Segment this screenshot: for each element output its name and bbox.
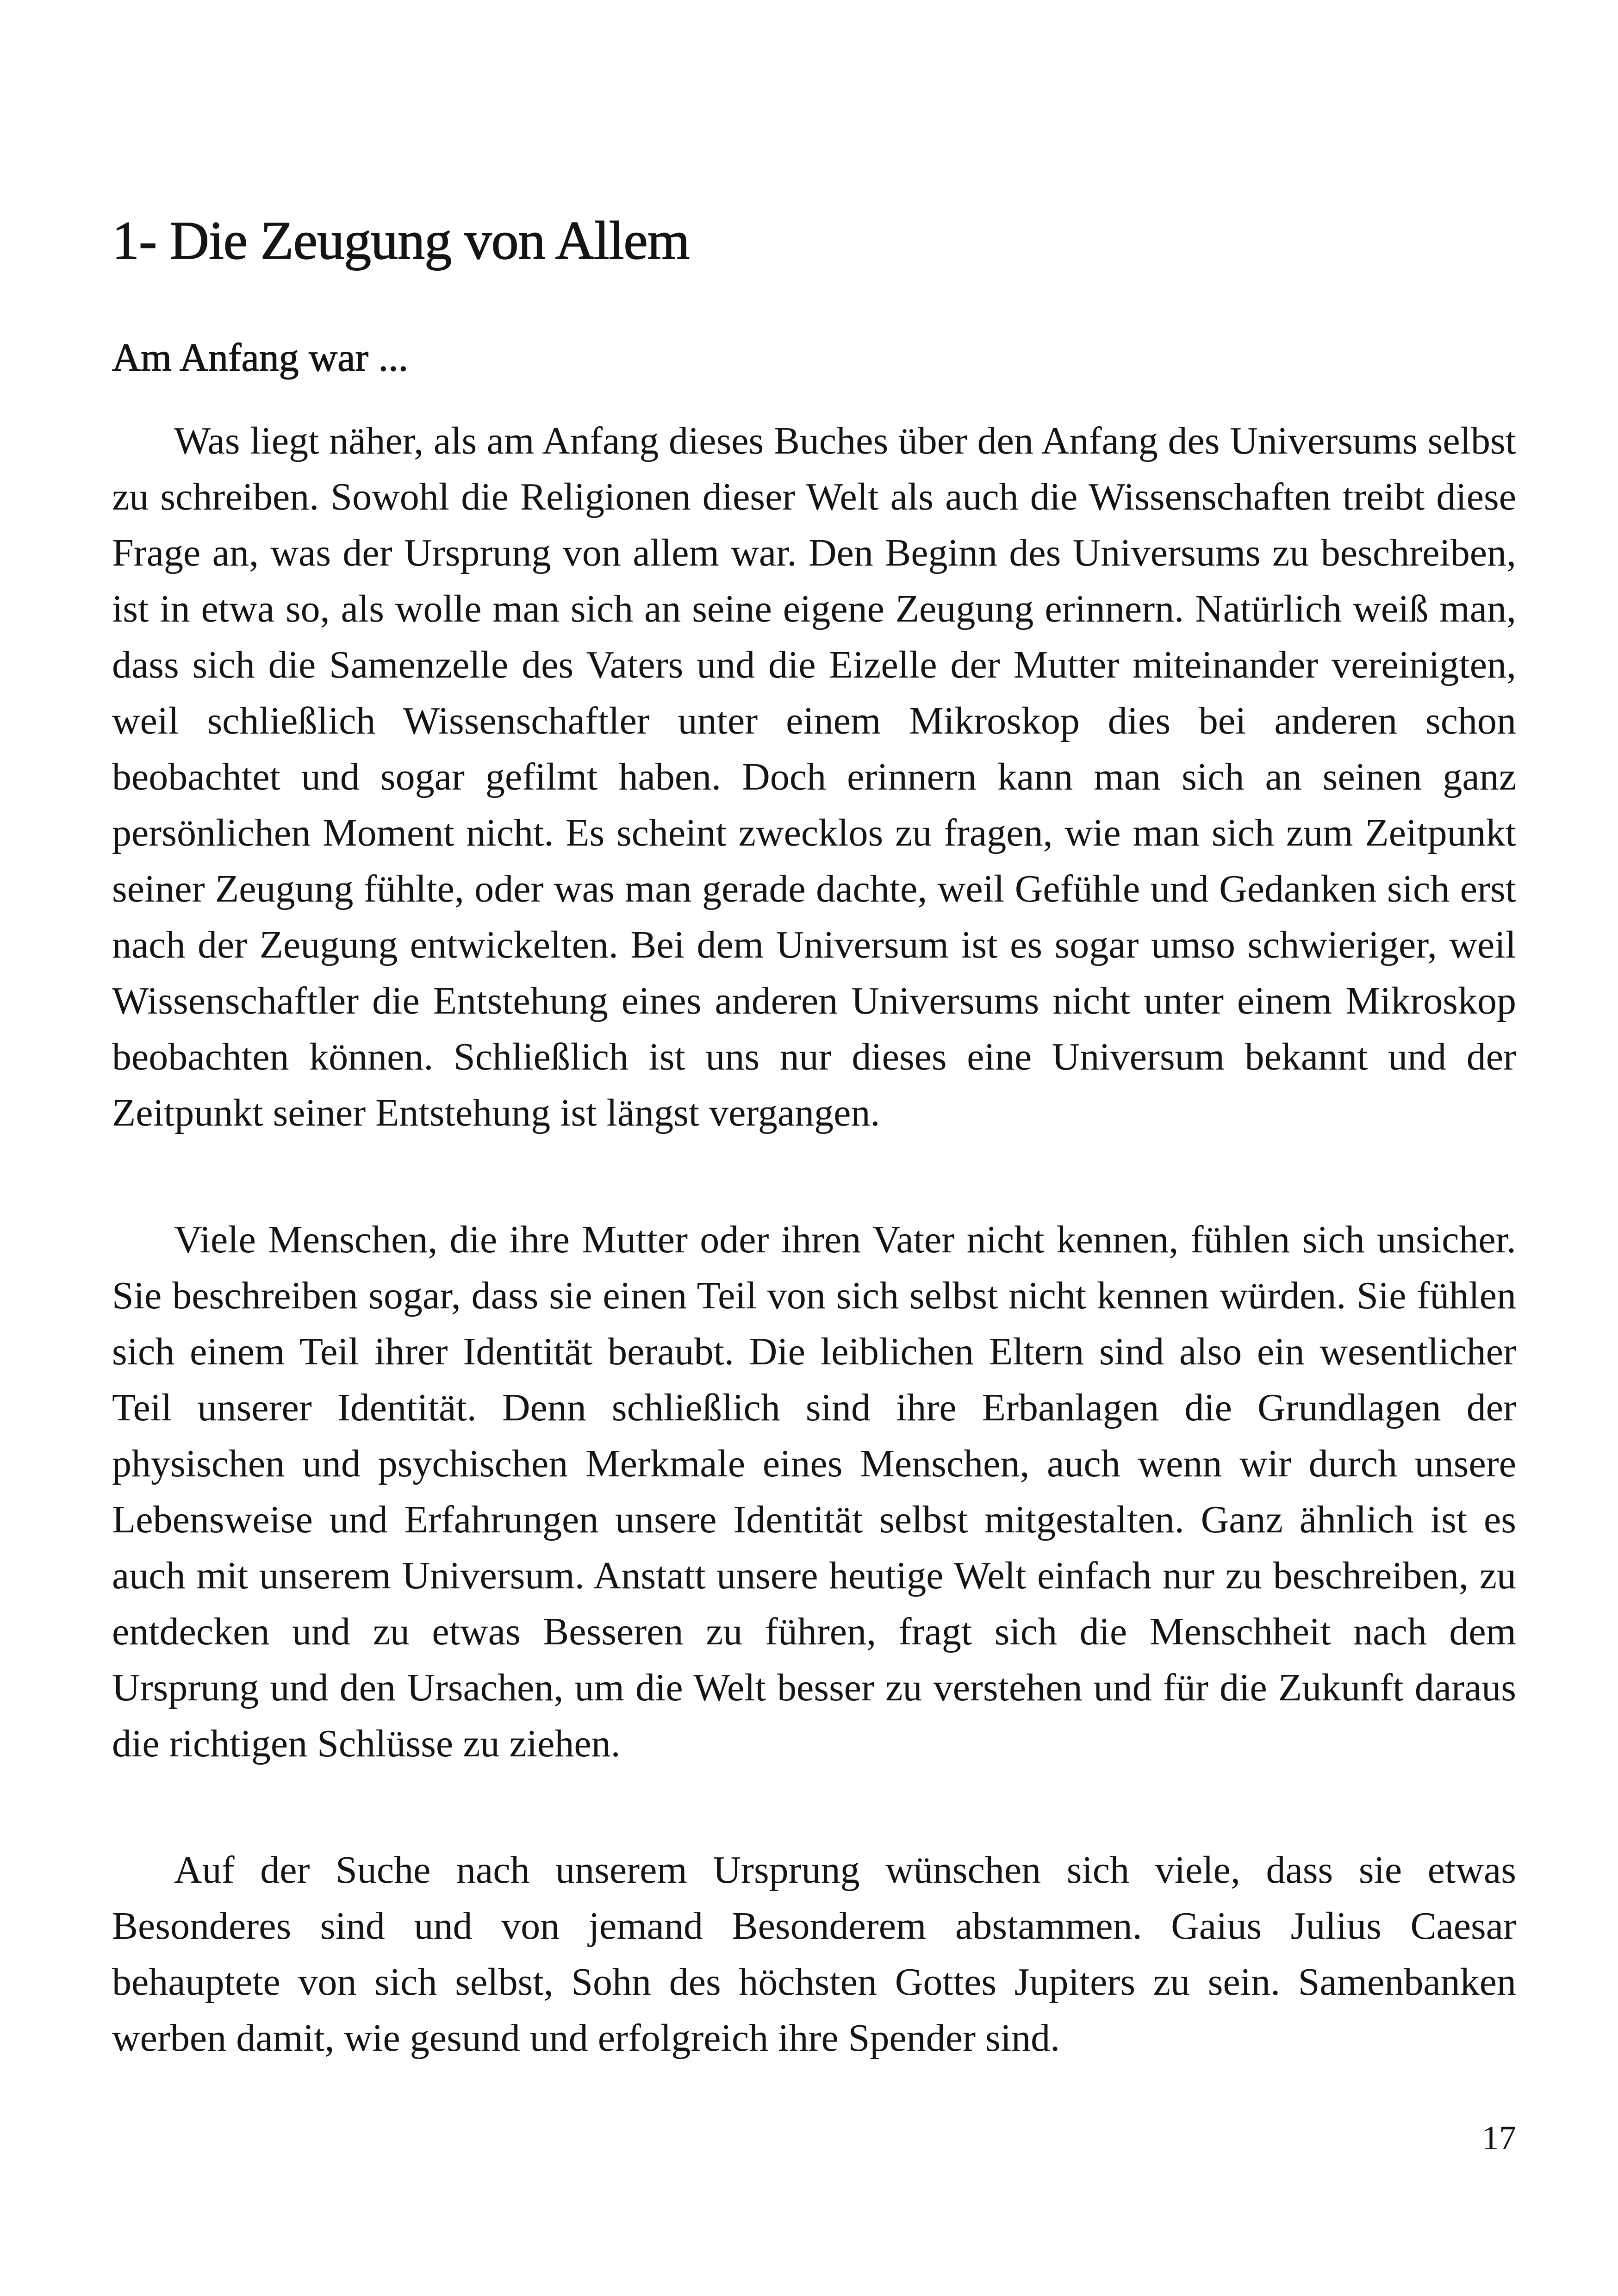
page-number: 17 (1482, 2119, 1516, 2157)
body-paragraph: Was liegt näher, als am Anfang dieses Buches über den Anfang des Universums selbst zu schreiben. Sowohl die Religionen dieser Welt als auch die Wissenschaften treibt diese Frage an, was der Ursprung von allem war. Den Beginn des Universums zu beschreiben, ist in etwa so, als wolle man sich an seine eigene Zeugung erinnern. Natürlich weiß man, dass sich die Samenzelle des Vaters und die Eizelle der Mutter miteinander vereinigten, weil schließlich Wissenschaftler unter einem Mikroskop dies bei anderen schon beobachtet und sogar gefilmt haben. Doch erinnern kann man sich an seinen ganz persönlichen Moment nicht. Es scheint zwecklos zu fragen, wie man sich zum Zeitpunkt seiner Zeugung fühlte, oder was man gerade dachte, weil Gefühle und Gedanken sich erst nach der Zeugung entwickelten. Bei dem Universum ist es sogar umso schwieriger, weil Wissenschaftler die Entstehung eines anderen Universums nicht unter einem Mikroskop beobachten können. Schließlich ist uns nur dieses eine Universum bekannt und der Zeitpunkt seiner Entstehung ist längst vergangen. (112, 419, 1516, 1134)
body-paragraph: Auf der Suche nach unserem Ursprung wünschen sich viele, dass sie etwas Besonderes sind und von jemand Besonderem abstammen. Gaius Julius Caesar behauptete von sich selbst, Sohn des höchsten Gottes Jupiters zu sein. Samenbanken werben damit, wie gesund und erfolgreich ihre Spender sind. (112, 1848, 1516, 2060)
book-page (112, 0, 1516, 2296)
chapter-title: 1- Die Zeugung von Allem (112, 210, 690, 271)
section-heading: Am Anfang war ... (112, 335, 409, 380)
body-paragraph: Viele Menschen, die ihre Mutter oder ihren Vater nicht kennen, fühlen sich unsicher. Sie beschreiben sogar, dass sie einen Teil von sich selbst nicht kennen würden. Sie fühlen sich einem Teil ihrer Identität beraubt. Die leiblichen Eltern sind also ein wesentlicher Teil unserer Identität. Denn schließlich sind ihre Erbanlagen die Grundlagen der physischen und psychischen Merkmale eines Menschen, auch wenn wir durch unsere Lebensweise und Erfahrungen unsere Identität selbst mitgestalten. Ganz ähnlich ist es auch mit unserem Universum. Anstatt unsere heutige Welt einfach nur zu beschreiben, zu entdecken und zu etwas Besseren zu führen, fragt sich die Menschheit nach dem Ursprung und den Ursachen, um die Welt besser zu verstehen und für die Zukunft daraus die richtigen Schlüsse zu ziehen. (112, 1218, 1516, 1765)
